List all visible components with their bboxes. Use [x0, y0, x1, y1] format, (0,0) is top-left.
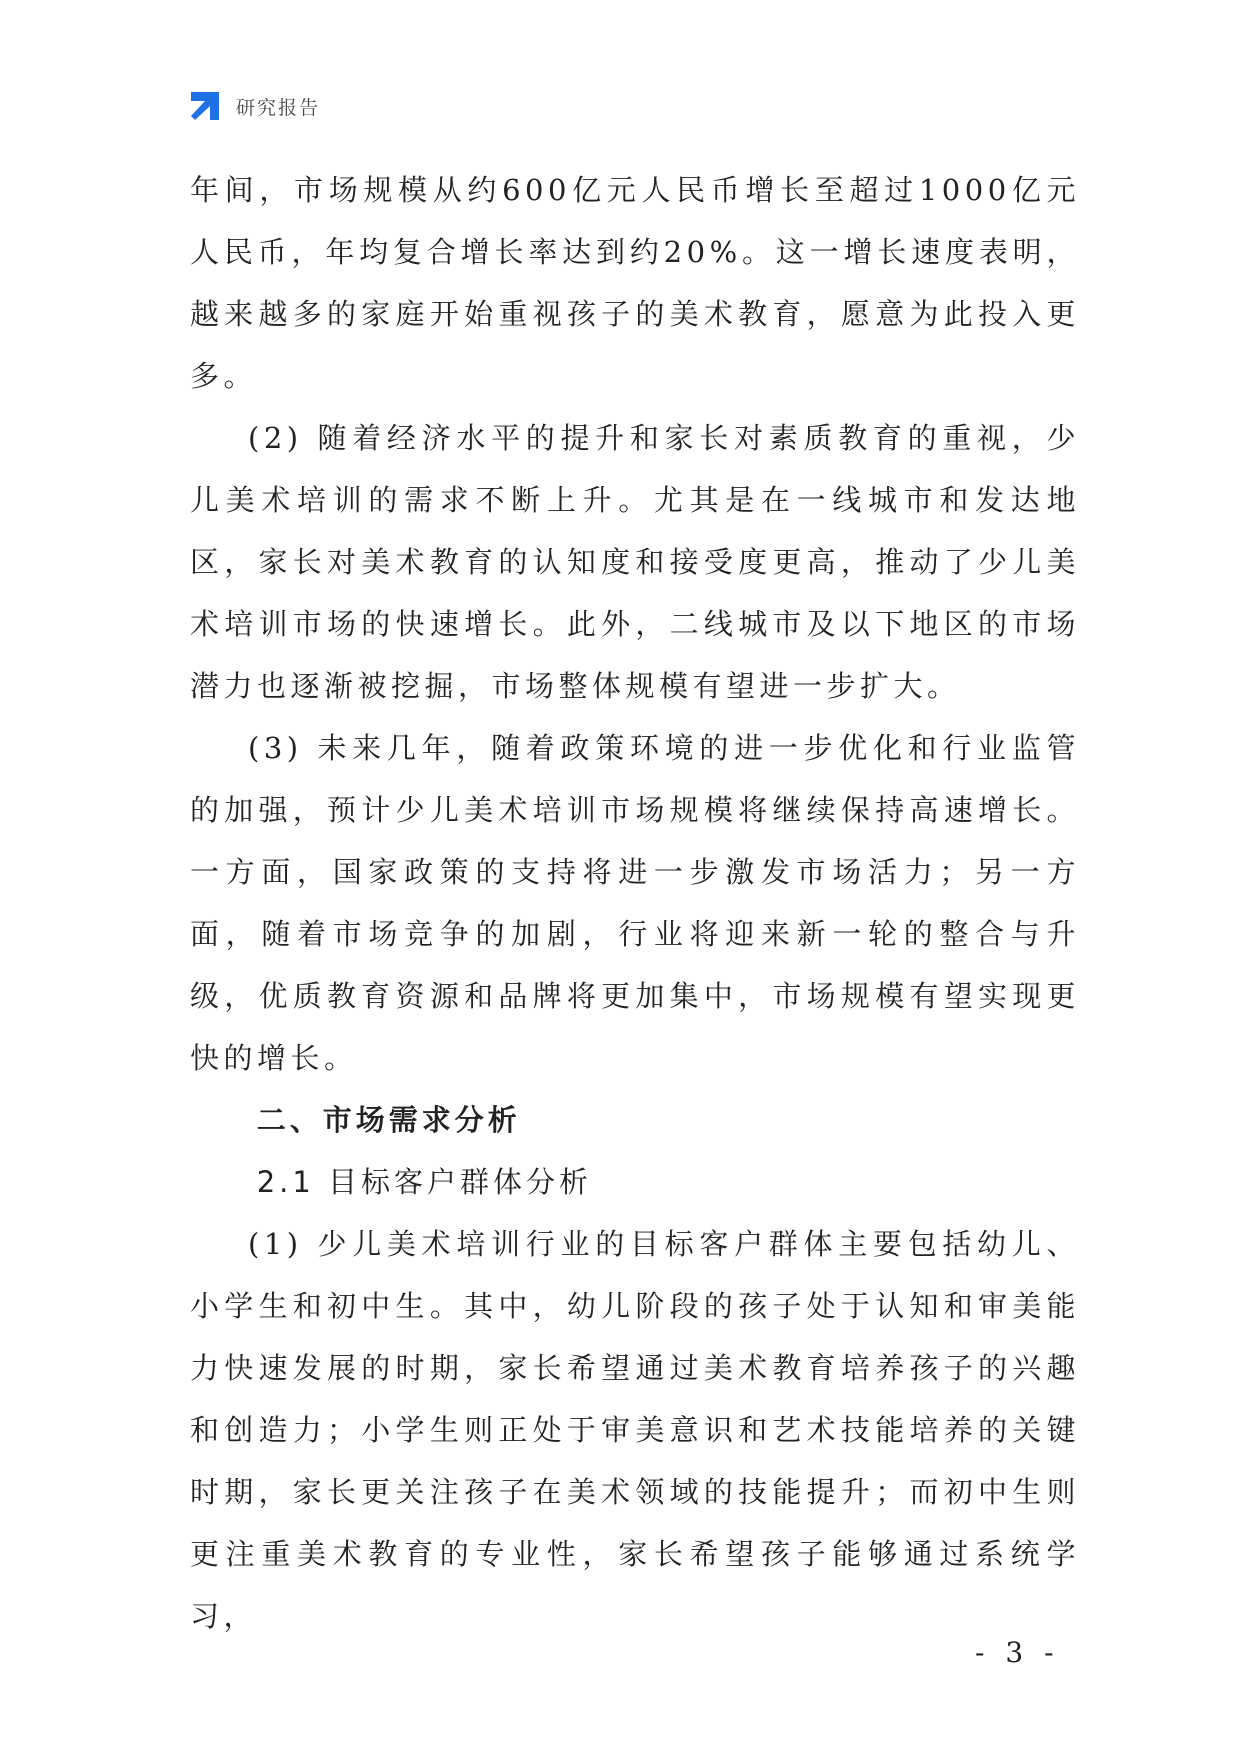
paragraph-point-1: (1) 少儿美术培训行业的目标客户群体主要包括幼儿、小学生和初中生。其中，幼儿阶段的孩子处于认知和审美能力快速发展的时期，家长希望通过美术教育培养孩子的兴趣和创造力；小学生则正处于审美意识和艺术技能培养的关键时期，家长更关注孩子在美术领域的技能提升；而初中生则更注重美术教育的专业性，家长希望孩子能够通过系统学习， [190, 1227, 1080, 1633]
section-heading: 二、市场需求分析 [256, 1103, 521, 1137]
logo-arrow-icon [188, 89, 222, 123]
paragraph-point-3: (3) 未来几年，随着政策环境的进一步优化和行业监管的加强，预计少儿美术培训市场规模将继续保持高速增长。一方面，国家政策的支持将进一步激发市场活力；另一方面，随着市场竞争的加剧，行业将迎来新一轮的整合与升级，优质教育资源和品牌将更加集中，市场规模有望实现更快的增长。 [190, 731, 1080, 1075]
paragraph-continuation: 年间，市场规模从约600亿元人民币增长至超过1000亿元人民币，年均复合增长率达到约20%。这一增长速度表明，越来越多的家庭开始重视孩子的美术教育，愿意为此投入更多。 [190, 173, 1080, 393]
paragraph-point-2: (2) 随着经济水平的提升和家长对素质教育的重视，少儿美术培训的需求不断上升。尤其是在一线城市和发达地区，家长对美术教育的认知度和接受度更高，推动了少儿美术培训市场的快速增长。此外，二线城市及以下地区的市场潜力也逐渐被挖掘，市场整体规模有望进一步扩大。 [190, 421, 1080, 703]
page-header [188, 88, 320, 124]
header-title: 研究报告 [236, 96, 321, 119]
document-body [190, 159, 1080, 1647]
section-subheading: 2.1 目标客户群体分析 [256, 1165, 593, 1199]
page-number: - 3 - [975, 1636, 1060, 1669]
